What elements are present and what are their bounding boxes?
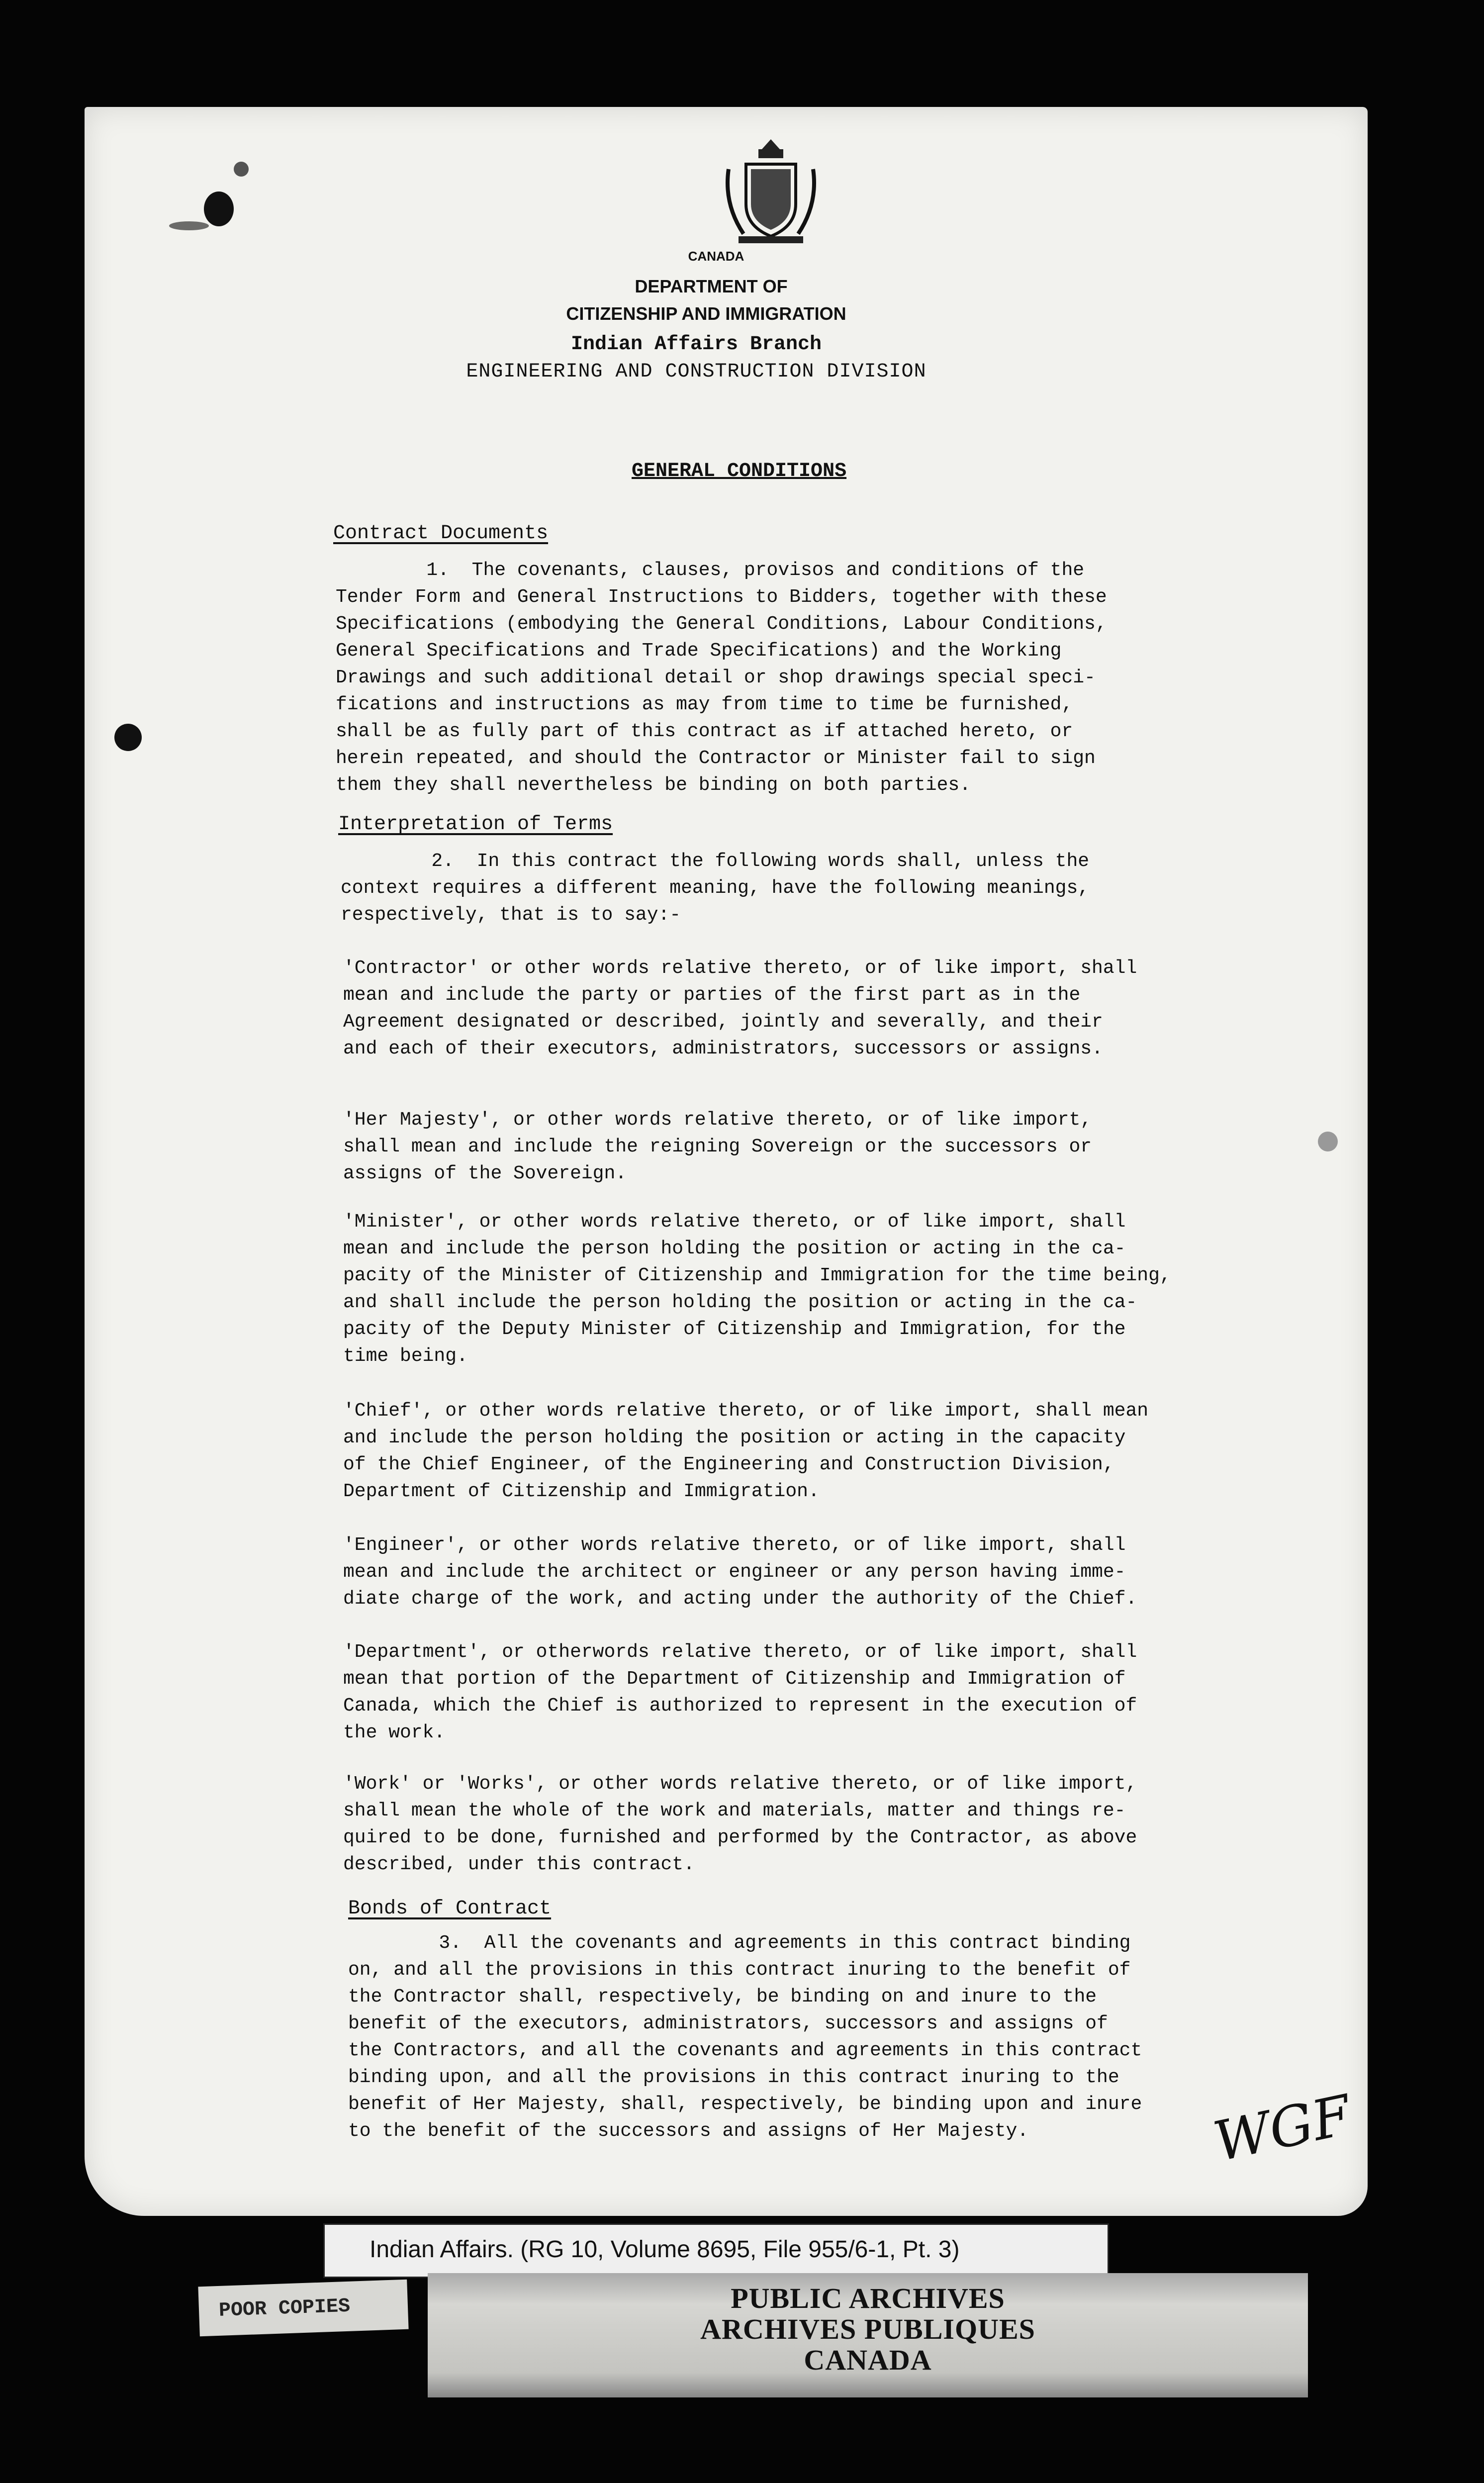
ink-stain bbox=[169, 221, 209, 230]
definition-minister: 'Minister', or other words relative thereto, or of like import, shall mean and include the person holding the position or acting in the ca- pacity of the Minister of Citizenship and Immigration for the time being, and shall include the person holding the position or acting in the ca- pacity of the Deputy Minister of Citizenship and Immigration, for the time being. bbox=[343, 1211, 1171, 1367]
archives-line-2: ARCHIVES PUBLIQUES bbox=[700, 2313, 1035, 2345]
clause-1-text: 1. The covenants, clauses, provisos and conditions of the Tender Form and General Instructions to Bidders, together with these Specifications (embodying the General Conditions, Labour Conditions, General Specifications and Trade Specifications) and the Working Drawings and such additional detail or shop drawings special speci- fications and instructions as may from time to time be furnished, shall be as fully part of this contract as if attached hereto, or herein repeated, and should the Contractor or Minister fail to sign them they shall nevertheless be binding on both parties. bbox=[336, 560, 1107, 796]
archives-line-3: CANADA bbox=[804, 2344, 932, 2376]
letterhead-department-line2: CITIZENSHIP AND IMMIGRATION bbox=[566, 303, 846, 324]
document-page bbox=[85, 107, 1368, 2216]
definition-chief: 'Chief', or other words relative thereto, or of like import, shall mean and include the person holding the position or acting in the capacity of the Chief Engineer, of the Engineering and Construction Division, Department of Citizenship and Immigration. bbox=[343, 1400, 1149, 1502]
section-heading-bonds: Bonds of Contract bbox=[348, 1898, 552, 1920]
definition-work: 'Work' or 'Works', or other words relative thereto, or of like import, shall mean the whole of the work and materials, matter and things re- quired to be done, furnished and performed by the Contractor, as above described, under this contract. bbox=[343, 1773, 1137, 1875]
clause-2-intro: 2. In this contract the following words shall, unless the context requires a different meaning, have the following meanings, respectively, that is to say:- bbox=[341, 851, 1090, 926]
document-title: GENERAL CONDITIONS bbox=[632, 460, 847, 482]
definition-her-majesty: 'Her Majesty', or other words relative thereto, or of like import, shall mean and include the reigning Sovereign or the successors or assigns of the Sovereign. bbox=[343, 1109, 1092, 1184]
section-heading-contract-documents: Contract Documents bbox=[333, 522, 549, 545]
letterhead-branch: Indian Affairs Branch bbox=[570, 333, 822, 356]
definition-contractor: 'Contractor' or other words relative thereto, or of like import, shall mean and include the party or parties of the first part as in the Agreement designated or described, jointly and severally, and their and each of their executors, administrators, successors or assigns. bbox=[343, 957, 1137, 1059]
ink-stain bbox=[204, 191, 234, 226]
letterhead-department-line1: DEPARTMENT OF bbox=[635, 276, 788, 296]
poor-copies-label: POOR COPIES bbox=[198, 2280, 408, 2337]
ink-stain bbox=[1318, 1132, 1338, 1151]
clause-3-text: 3. All the covenants and agreements in this contract binding on, and all the provisions in this contract inuring to the benefit of the Contractor shall, respectively, be binding on and inure to the benefit of the executors, administrators, successors and assigns of the Contractors, and all the covenants and agreements in this contract binding upon, and all the provisions in this contract inuring to the benefit of Her Majesty, shall, respectively, be binding upon and inure to the benefit of the successors and assigns of Her Majesty. bbox=[348, 1932, 1142, 2142]
definition-engineer: 'Engineer', or other words relative thereto, or of like import, shall mean and include the architect or engineer or any person having imme- diate charge of the work, and acting under the authority of the Chief. bbox=[343, 1534, 1137, 1610]
ink-stain bbox=[234, 162, 249, 177]
letterhead-division: ENGINEERING AND CONSTRUCTION DIVISION bbox=[466, 361, 927, 383]
archive-reference-tag: Indian Affairs. (RG 10, Volume 8695, File 955/6-1, Pt. 3) bbox=[323, 2223, 1109, 2278]
ink-stain bbox=[114, 724, 142, 751]
handwritten-initials: WGF bbox=[1208, 2083, 1357, 2174]
definition-department: 'Department', or otherwords relative thereto, or of like import, shall mean that portion of the Department of Citizenship and Immigration of Canada, which the Chief is authorized to represent in the execution of the work. bbox=[343, 1641, 1137, 1743]
archives-line-1: PUBLIC ARCHIVES bbox=[731, 2282, 1005, 2314]
letterhead-country: CANADA bbox=[688, 249, 744, 264]
public-archives-stamp bbox=[428, 2273, 1308, 2397]
coat-of-arms-crest bbox=[719, 134, 823, 249]
section-heading-interpretation: Interpretation of Terms bbox=[338, 813, 613, 836]
